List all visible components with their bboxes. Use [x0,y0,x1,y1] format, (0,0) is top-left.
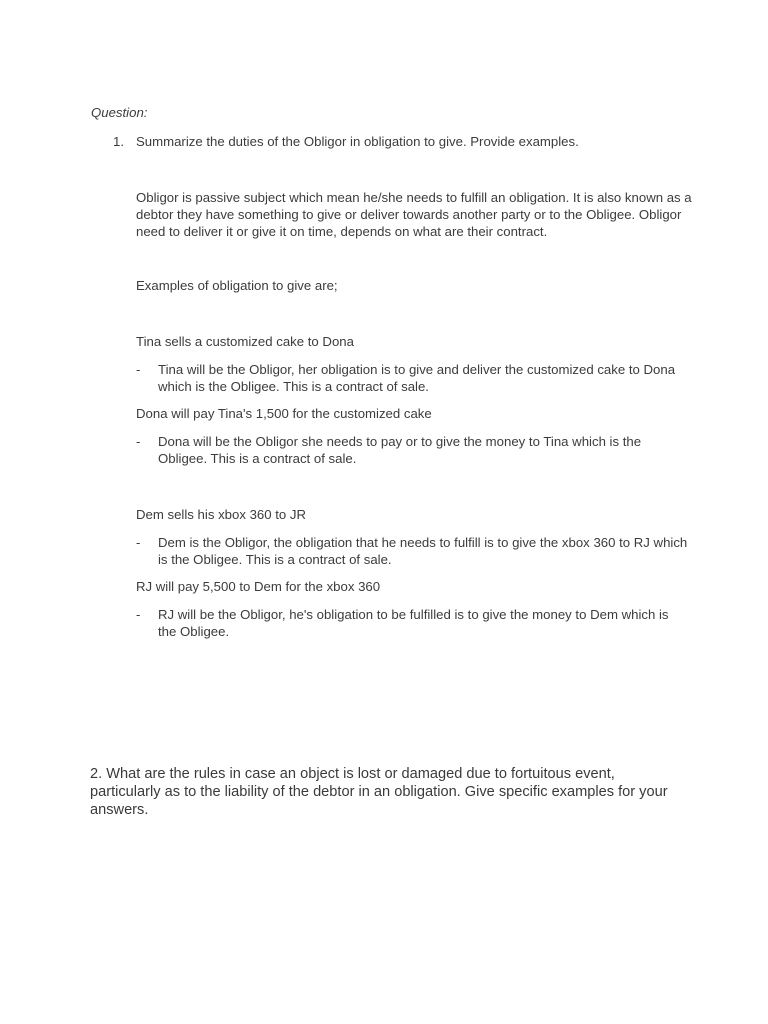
dash-bullet: - [136,607,141,622]
question-label: Question: [91,105,148,120]
answer-paragraph: Obligor is passive subject which mean he/she needs to fulfill an obligation. It is also known as a debtor they have something to give or deliver towards another party or to the Obligee. Obligor need to deliver it or give it on time, depends on what are their contract. [136,190,692,239]
example-statement: Dona will pay Tina's 1,500 for the customized cake [136,406,432,421]
dash-bullet: - [136,535,141,550]
explanation-text: Tina will be the Obligor, her obligation is to give and deliver the customized cake to Dona which is the Obligee. This is a contract of sale. [158,362,676,394]
question-1-number: 1. [113,134,124,149]
example-statement: RJ will pay 5,500 to Dem for the xbox 360 [136,579,381,594]
explanation-text: Dona will be the Obligor she needs to pay or to give the money to Tina which is the Obligee. This is a contract of sale. [158,434,642,466]
question-1-text: Summarize the duties of the Obligor in obligation to give. Provide examples. [136,134,579,149]
question-2-text: 2. What are the rules in case an object is lost or damaged due to fortuitous event, particularly as to the liability of the debtor in an obligation. Give specific examples for your answers. [90,766,668,818]
example-statement: Dem sells his xbox 360 to JR [136,507,307,522]
explanation-text: Dem is the Obligor, the obligation that he needs to fulfill is to give the xbox 360 to RJ which is the Obligee. This is a contract of sale. [158,535,688,567]
example-statement: Tina sells a customized cake to Dona [136,334,354,349]
examples-intro: Examples of obligation to give are; [136,278,338,293]
dash-bullet: - [136,362,141,377]
explanation-text: RJ will be the Obligor, he's obligation to be fulfilled is to give the money to Dem which is the Obligee. [158,607,669,639]
dash-bullet: - [136,434,141,449]
